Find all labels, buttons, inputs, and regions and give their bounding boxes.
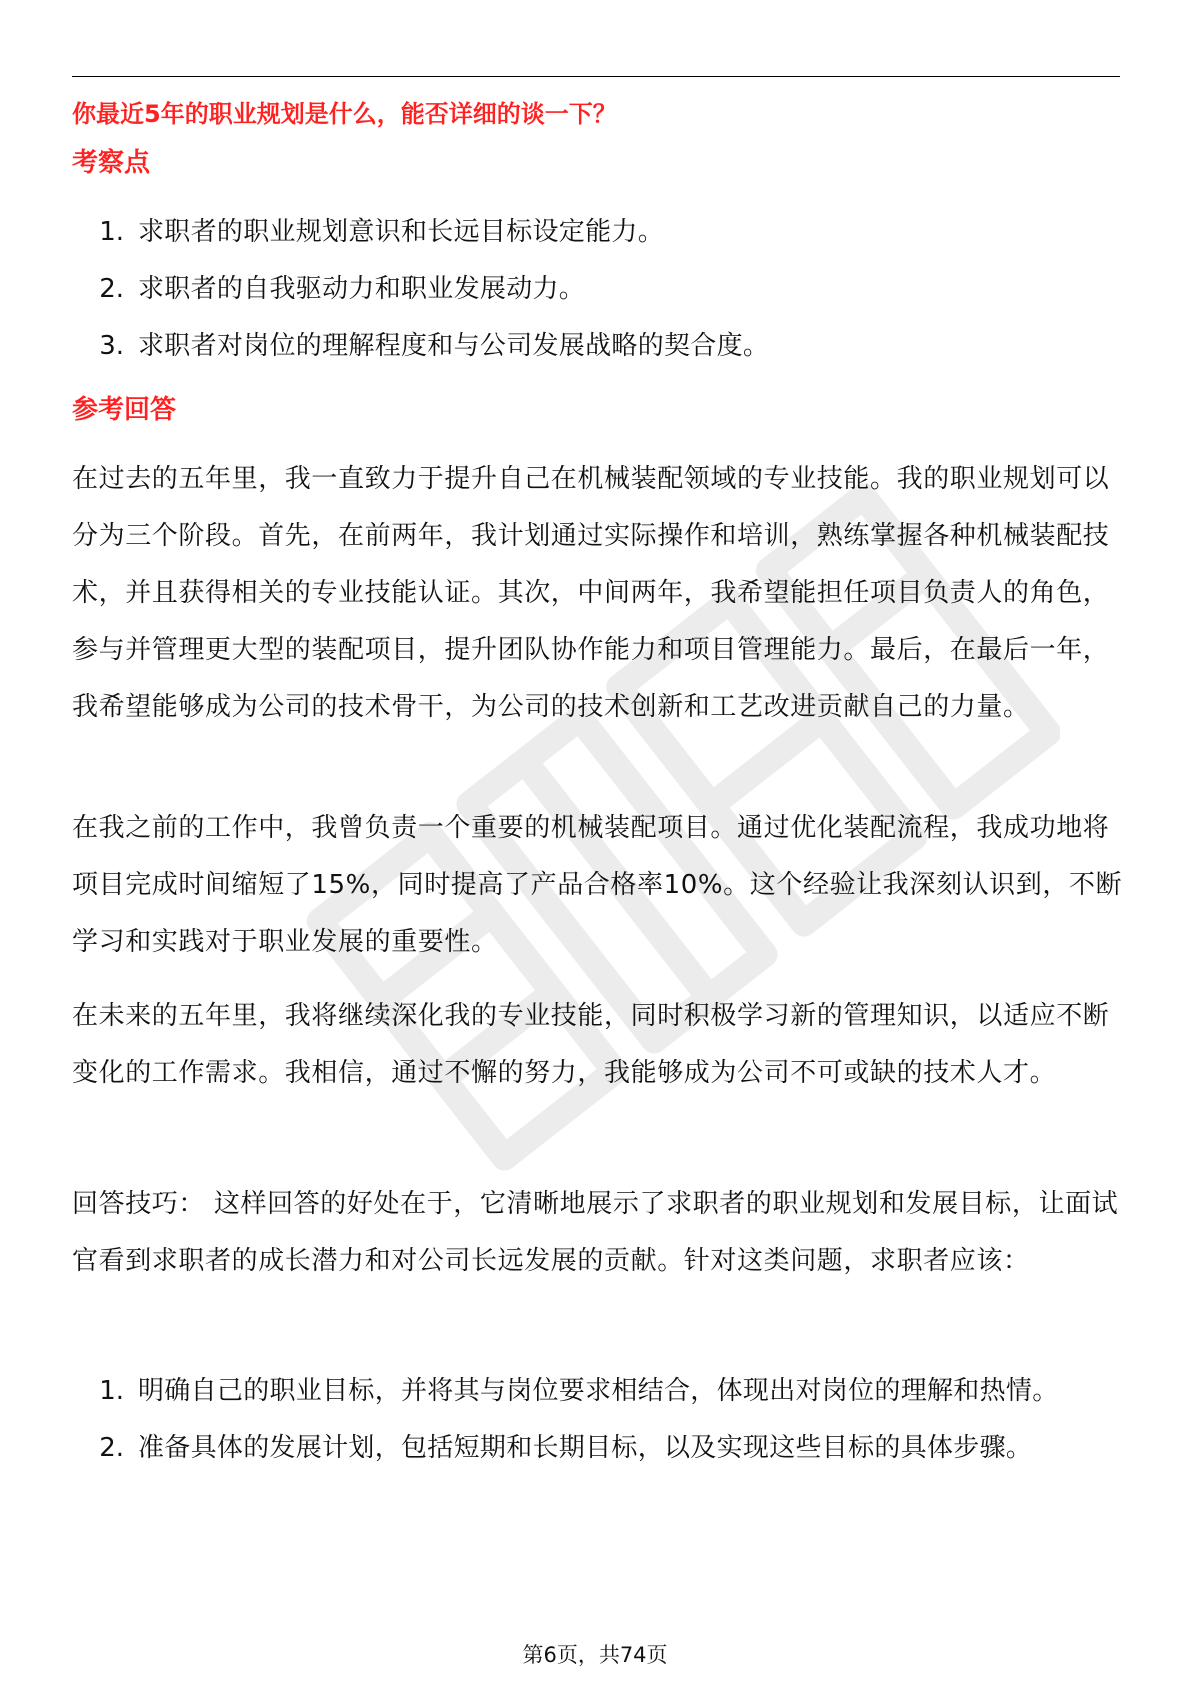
list-item (72, 204, 1120, 261)
list-number: 1. (99, 1376, 124, 1406)
list-number: 1. (99, 217, 124, 247)
list-text: 求职者对岗位的理解程度和与公司发展战略的契合度。 (138, 331, 770, 361)
focus-list (72, 204, 1120, 375)
list-item (72, 1363, 1120, 1420)
list-text: 明确自己的职业目标，并将其与岗位要求相结合，体现出对岗位的理解和热情。 (138, 1376, 1059, 1406)
list-text: 求职者的职业规划意识和长远目标设定能力。 (138, 217, 665, 247)
list-text: 准备具体的发展计划，包括短期和长期目标，以及实现这些目标的具体步骤。 (138, 1433, 1033, 1463)
tips-intro: 回答技巧： 这样回答的好处在于，它清晰地展示了求职者的职业规划和发展目标，让面试官看到求职者的成长潜力和对公司长远发展的贡献。针对这类问题，求职者应该： (72, 1189, 1119, 1276)
answer-paragraph: 在我之前的工作中，我曾负责一个重要的机械装配项目。通过优化装配流程，我成功地将项目完成时间缩短了15%，同时提高了产品合格率10%。这个经验让我深刻认识到，不断学习和实践对于职业发展的重要性。 (72, 813, 1123, 957)
list-item (72, 261, 1120, 318)
question-title: 你最近5年的职业规划是什么，能否详细的谈一下？ (72, 100, 617, 128)
list-number: 3. (99, 331, 124, 361)
tips-list (72, 1363, 1120, 1477)
list-item (72, 318, 1120, 375)
list-item (72, 1420, 1120, 1477)
list-number: 2. (99, 1433, 124, 1463)
answer-paragraph: 在过去的五年里，我一直致力于提升自己在机械装配领域的专业技能。我的职业规划可以分为三个阶段。首先，在前两年，我计划通过实际操作和培训，熟练掌握各种机械装配技术，并且获得相关的专业技能认证。其次，中间两年，我希望能担任项目负责人的角色，参与并管理更大型的装配项目，提升团队协作能力和项目管理能力。最后，在最后一年，我希望能够成为公司的技术骨干，为公司的技术创新和工艺改进贡献自己的力量。 (72, 464, 1110, 722)
list-number: 2. (99, 274, 124, 304)
focus-heading: 考察点 (72, 148, 151, 178)
answer-heading: 参考回答 (72, 395, 177, 425)
answer-paragraph: 在未来的五年里，我将继续深化我的专业技能，同时积极学习新的管理知识，以适应不断变化的工作需求。我相信，通过不懈的努力，我能够成为公司不可或缺的技术人才。 (72, 1001, 1110, 1088)
page-footer: 第6页，共74页 (522, 1643, 668, 1667)
list-text: 求职者的自我驱动力和职业发展动力。 (138, 274, 586, 304)
top-rule (72, 76, 1120, 77)
